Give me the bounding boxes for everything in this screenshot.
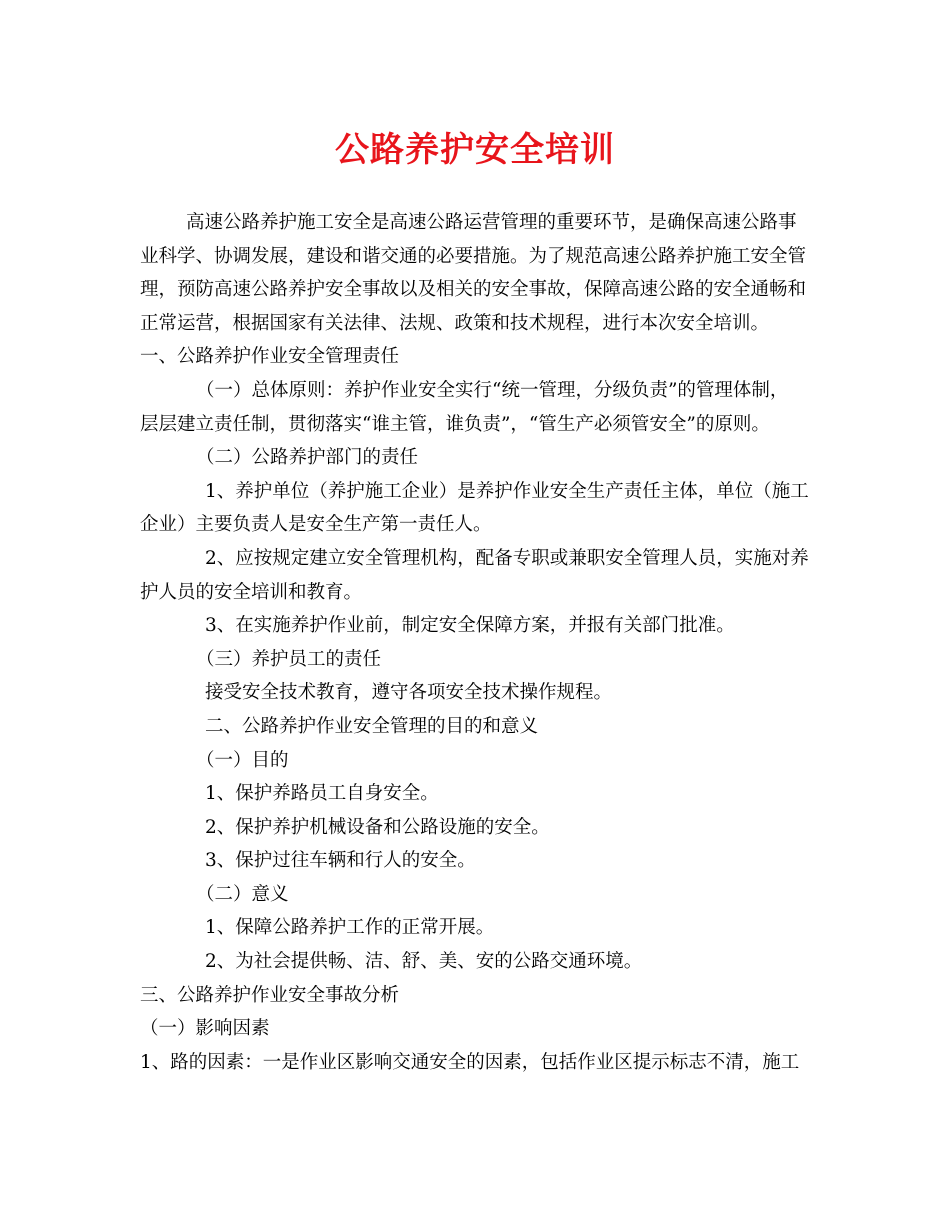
- paragraph-line: 理，预防高速公路养护安全事故以及相关的安全事故，保障高速公路的安全通畅和: [140, 279, 807, 301]
- paragraph-line: （一）总体原则：养护作业安全实行“统一管理，分级负责”的管理体制，: [196, 379, 789, 401]
- paragraph-line: 接受安全技术教育，遵守各项安全技术操作规程。: [205, 682, 613, 704]
- document-title: 公路养护安全培训: [335, 130, 615, 170]
- list-item: 1、保障公路养护工作的正常开展。: [205, 917, 495, 939]
- paragraph-line: 正常运营，根据国家有关法律、法规、政策和技术规程，进行本次安全培训。: [140, 312, 770, 334]
- section-heading: 一、公路养护作业安全管理责任: [140, 346, 400, 368]
- list-item: 1、养护单位（养护施工企业）是养护作业安全生产责任主体，单位（施工: [205, 480, 809, 502]
- document-body: [140, 206, 812, 1079]
- paragraph-line: 护人员的安全培训和教育。: [140, 581, 363, 603]
- list-item: 2、为社会提供畅、洁、舒、美、安的公路交通环境。: [205, 951, 643, 973]
- list-item: 2、保护养护机械设备和公路设施的安全。: [205, 816, 550, 838]
- subsection-heading: （一）目的: [196, 749, 289, 771]
- list-item: 1、路的因素：一是作业区影响交通安全的因素，包括作业区提示标志不清，施工: [140, 1051, 800, 1073]
- subsection-heading: （二）公路养护部门的责任: [196, 447, 419, 469]
- section-heading: 二、公路养护作业安全管理的目的和意义: [205, 715, 539, 737]
- paragraph-line: 高速公路养护施工安全是高速公路运营管理的重要环节，是确保高速公路事: [186, 212, 797, 233]
- subsection-heading: （二）意义: [196, 883, 289, 905]
- paragraph-line: 层层建立责任制，贯彻落实“谁主管，谁负责”，“管生产必须管安全”的原则。: [140, 413, 770, 435]
- list-item: 3、在实施养护作业前，制定安全保障方案，并报有关部门批准。: [205, 615, 735, 637]
- subsection-heading: （一）影响因素: [140, 1018, 270, 1040]
- subsection-heading: （三）养护员工的责任: [196, 648, 382, 670]
- list-item: 3、保护过往车辆和行人的安全。: [205, 850, 476, 872]
- list-item: 1、保护养路员工自身安全。: [205, 783, 439, 805]
- list-item: 2、应按规定建立安全管理机构，配备专职或兼职安全管理人员，实施对养: [205, 547, 809, 569]
- paragraph-line: 业科学、协调发展，建设和谐交通的必要措施。为了规范高速公路养护施工安全管: [140, 245, 807, 267]
- paragraph-line: 企业）主要负责人是安全生产第一责任人。: [140, 514, 492, 536]
- section-heading: 三、公路养护作业安全事故分析: [140, 984, 400, 1006]
